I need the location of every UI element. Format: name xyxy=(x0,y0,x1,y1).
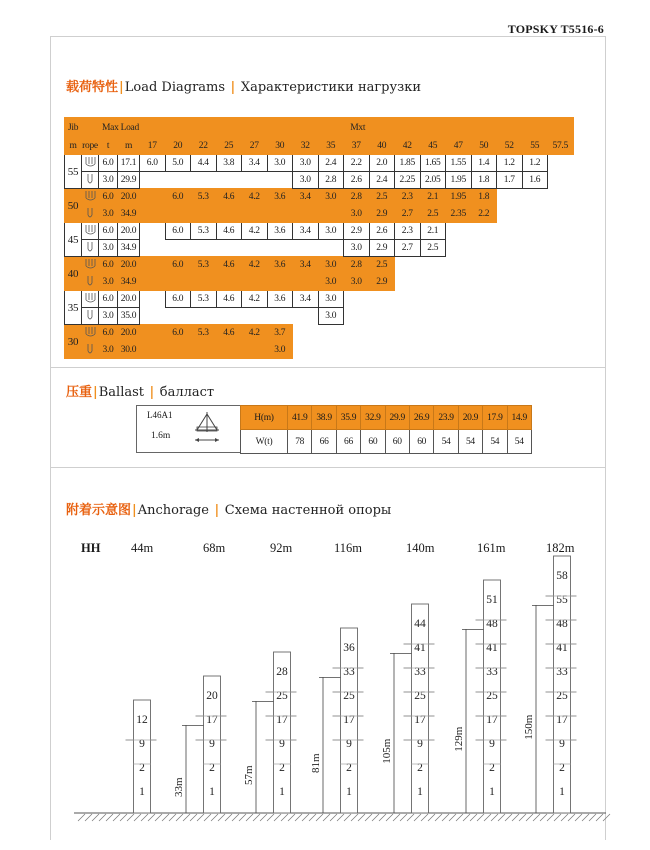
ballast-height-cell: 41.9 xyxy=(288,406,312,430)
radius-cell: 25 xyxy=(216,138,242,155)
load-value-cell: 2.5 xyxy=(420,240,446,257)
section-label: 17 xyxy=(206,714,218,726)
load-value-cell: 1.2 xyxy=(497,155,523,172)
radius-cell: 30 xyxy=(267,138,293,155)
ballast-height-cell: 14.9 xyxy=(507,406,531,430)
section-label: 48 xyxy=(486,618,498,630)
load-value-cell: 2.6 xyxy=(369,223,395,240)
ballast-weight-cell: 78 xyxy=(288,430,312,454)
load-value-cell: 3.0 xyxy=(267,342,293,359)
ballast-weight-cell: 54 xyxy=(483,430,507,454)
section-label: 12 xyxy=(136,714,148,726)
load-value-cell: 3.0 xyxy=(318,257,344,274)
anchor-height-label: 33m xyxy=(173,777,185,797)
section-label: 1 xyxy=(209,786,215,798)
section-label: 33 xyxy=(343,666,355,678)
load-value-cell: 1.95 xyxy=(446,189,472,206)
ballast-height-cell: 29.9 xyxy=(385,406,409,430)
section-label: 2 xyxy=(279,762,285,774)
radius-cell: 37 xyxy=(344,138,370,155)
load-value-cell: 4.2 xyxy=(242,325,268,342)
load-value-cell: 2.5 xyxy=(420,206,446,223)
load-value-cell: 1.95 xyxy=(446,172,472,189)
section-label: 25 xyxy=(276,690,288,702)
load-value-cell: 4.4 xyxy=(191,155,217,172)
ballast-weight-cell: 66 xyxy=(336,430,360,454)
max-load-t: 3.0 xyxy=(99,342,118,359)
load-value-cell: 3.0 xyxy=(318,291,344,308)
max-load-t: 6.0 xyxy=(99,291,118,308)
ballast-weight-cell: 60 xyxy=(361,430,385,454)
load-value-cell: 6.0 xyxy=(165,257,191,274)
load-value-cell: 2.1 xyxy=(420,189,446,206)
load-value-cell: 6.0 xyxy=(165,291,191,308)
load-value-cell: 2.9 xyxy=(344,223,370,240)
load-value-cell: 3.7 xyxy=(267,325,293,342)
load-value-cell: 3.0 xyxy=(318,274,344,291)
max-load-m: 34.9 xyxy=(118,240,140,257)
jib-length-cell: 50 xyxy=(65,189,82,223)
load-value-cell: 2.2 xyxy=(344,155,370,172)
section-label: 1 xyxy=(346,786,352,798)
ballast-weight-cell: 60 xyxy=(385,430,409,454)
section-label: 2 xyxy=(139,762,145,774)
max-load-m: 29.9 xyxy=(118,172,140,189)
load-value-cell: 2.05 xyxy=(420,172,446,189)
section-label: 48 xyxy=(556,618,568,630)
section-label: 36 xyxy=(343,642,355,654)
ballast-height-cell: 32.9 xyxy=(361,406,385,430)
rope-unit: rope xyxy=(82,138,99,155)
tower xyxy=(523,556,577,813)
load-value-cell: 1.55 xyxy=(446,155,472,172)
ballast-height-cell: 17.9 xyxy=(483,406,507,430)
max-load-m: 20.0 xyxy=(118,291,140,308)
load-value-cell: 1.85 xyxy=(395,155,421,172)
load-value-cell: 2.5 xyxy=(369,189,395,206)
max-load-m: 34.9 xyxy=(118,274,140,291)
section-label: 41 xyxy=(414,642,426,654)
section-label: 9 xyxy=(346,738,352,750)
ballast-height-cell: 38.9 xyxy=(312,406,336,430)
load-value-cell: 2.4 xyxy=(318,155,344,172)
section-label: 58 xyxy=(556,570,568,582)
load-value-cell: 3.0 xyxy=(318,223,344,240)
section-label: 2 xyxy=(559,762,565,774)
max-load-t: 6.0 xyxy=(99,155,118,172)
load-value-cell: 4.2 xyxy=(242,291,268,308)
section-label: 9 xyxy=(489,738,495,750)
load-value-cell: 5.3 xyxy=(191,189,217,206)
section-label: 9 xyxy=(279,738,285,750)
tower xyxy=(310,628,364,813)
jib-length-cell: 45 xyxy=(65,223,82,257)
ground-hatch xyxy=(78,814,610,821)
section-label: 17 xyxy=(486,714,498,726)
section-label: 33 xyxy=(486,666,498,678)
ballast-h-label: H(m) xyxy=(241,406,288,430)
jib-length-cell: 55 xyxy=(65,155,82,189)
section-label: 33 xyxy=(556,666,568,678)
load-value-cell: 3.0 xyxy=(293,172,319,189)
load-value-cell: 3.0 xyxy=(344,274,370,291)
section-label: 51 xyxy=(486,594,498,606)
max-load-m: 20.0 xyxy=(118,257,140,274)
hh-value: 140m xyxy=(406,541,435,555)
section-label: 28 xyxy=(276,666,288,678)
load-value-cell: 3.0 xyxy=(344,240,370,257)
load-value-cell: 6.0 xyxy=(165,223,191,240)
section-label: 17 xyxy=(556,714,568,726)
max-load-m: 35.0 xyxy=(118,308,140,325)
load-value-cell: 2.1 xyxy=(420,223,446,240)
load-value-cell: 2.3 xyxy=(395,189,421,206)
anchor-height-label: 81m xyxy=(310,753,322,773)
max-load-t: 3.0 xyxy=(99,172,118,189)
max-load-t: 6.0 xyxy=(99,189,118,206)
ballast-title: 压重|Ballast | балласт xyxy=(66,385,215,400)
tower xyxy=(381,604,435,813)
load-value-cell: 3.6 xyxy=(267,189,293,206)
m-unit-2: m xyxy=(118,138,140,155)
radius-cell: 22 xyxy=(191,138,217,155)
max-load-t: 3.0 xyxy=(99,308,118,325)
max-load-t: 3.0 xyxy=(99,240,118,257)
ballast-width-label: 1.6m xyxy=(151,431,171,441)
load-value-cell: 4.2 xyxy=(242,257,268,274)
radius-cell: 35 xyxy=(318,138,344,155)
load-value-cell: 4.6 xyxy=(216,257,242,274)
ballast-weight-cell: 54 xyxy=(507,430,531,454)
section-label: 1 xyxy=(559,786,565,798)
tower xyxy=(453,580,507,813)
load-value-cell: 2.9 xyxy=(369,274,395,291)
anchor-height-label: 150m xyxy=(523,714,535,740)
ballast-weight-cell: 54 xyxy=(434,430,458,454)
load-value-cell: 3.4 xyxy=(242,155,268,172)
load-value-cell: 1.65 xyxy=(420,155,446,172)
section-label: 33 xyxy=(414,666,426,678)
max-load-m: 20.0 xyxy=(118,325,140,342)
load-value-cell: 3.6 xyxy=(267,257,293,274)
load-value-cell: 3.4 xyxy=(293,257,319,274)
max-load-m: 17.1 xyxy=(118,155,140,172)
max-load-m: 30.0 xyxy=(118,342,140,359)
load-value-cell: 2.25 xyxy=(395,172,421,189)
radius-cell: 45 xyxy=(420,138,446,155)
ballast-height-cell: 35.9 xyxy=(336,406,360,430)
mxt-header: Mxt xyxy=(140,118,574,138)
load-value-cell: 2.8 xyxy=(344,257,370,274)
load-value-cell: 2.7 xyxy=(395,240,421,257)
m-unit: m xyxy=(65,138,82,155)
load-value-cell: 3.0 xyxy=(318,308,344,325)
load-value-cell: 2.2 xyxy=(471,206,497,223)
load-value-cell: 3.6 xyxy=(267,291,293,308)
radius-cell: 40 xyxy=(369,138,395,155)
section-label: 17 xyxy=(414,714,426,726)
load-value-cell: 1.8 xyxy=(471,172,497,189)
ballast-weight-cell: 54 xyxy=(458,430,482,454)
load-value-cell: 6.0 xyxy=(165,189,191,206)
load-value-cell: 3.8 xyxy=(216,155,242,172)
max-load-m: 20.0 xyxy=(118,189,140,206)
jib-length-cell: 30 xyxy=(65,325,82,359)
load-value-cell: 3.0 xyxy=(293,155,319,172)
load-value-cell: 2.9 xyxy=(369,206,395,223)
section-label: 9 xyxy=(559,738,565,750)
section-label: 9 xyxy=(209,738,215,750)
ballast-w-label: W(t) xyxy=(241,430,288,454)
anchor-height-label: 57m xyxy=(243,765,255,785)
tower xyxy=(126,700,157,813)
load-value-cell: 4.6 xyxy=(216,189,242,206)
anchor-height-label: 105m xyxy=(381,738,393,764)
radius-cell: 17 xyxy=(140,138,166,155)
section-label: 2 xyxy=(346,762,352,774)
section-label: 25 xyxy=(343,690,355,702)
section-label: 44 xyxy=(414,618,426,630)
load-value-cell: 2.0 xyxy=(369,155,395,172)
hh-label: HH xyxy=(81,541,101,555)
max-load-m: 34.9 xyxy=(118,206,140,223)
hh-value: 68m xyxy=(203,541,226,555)
ballast-weight-cell: 60 xyxy=(409,430,433,454)
load-value-cell: 5.3 xyxy=(191,223,217,240)
section-label: 1 xyxy=(489,786,495,798)
load-value-cell: 2.8 xyxy=(344,189,370,206)
radius-cell: 47 xyxy=(446,138,472,155)
hh-value: 161m xyxy=(477,541,506,555)
load-value-cell: 3.4 xyxy=(293,189,319,206)
section-label: 41 xyxy=(556,642,568,654)
load-value-cell: 3.4 xyxy=(293,223,319,240)
load-value-cell: 1.7 xyxy=(497,172,523,189)
section-label: 9 xyxy=(139,738,145,750)
max-load-t: 6.0 xyxy=(99,223,118,240)
load-value-cell: 6.0 xyxy=(165,325,191,342)
t-unit: t xyxy=(99,138,118,155)
load-value-cell: 4.6 xyxy=(216,291,242,308)
load-value-cell: 3.6 xyxy=(267,223,293,240)
anchor-height-label: 129m xyxy=(453,726,465,752)
ballast-height-cell: 20.9 xyxy=(458,406,482,430)
load-value-cell: 5.3 xyxy=(191,291,217,308)
section-label: 20 xyxy=(206,690,218,702)
jib-length-cell: 35 xyxy=(65,291,82,325)
section-label: 9 xyxy=(417,738,423,750)
jib-header: Jib xyxy=(65,118,99,138)
section-label: 1 xyxy=(417,786,423,798)
max-load-t: 6.0 xyxy=(99,257,118,274)
load-value-cell: 2.4 xyxy=(369,172,395,189)
load-value-cell: 2.6 xyxy=(344,172,370,189)
max-load-header: Max Load xyxy=(99,118,140,138)
load-value-cell: 1.8 xyxy=(471,189,497,206)
max-load-m: 20.0 xyxy=(118,223,140,240)
ballast-jib-label: L46A1 xyxy=(147,410,173,420)
load-diagrams-title: 载荷特性|Load Diagrams | Характеристики нагрузки xyxy=(66,80,422,95)
load-value-cell: 5.3 xyxy=(191,257,217,274)
section-label: 1 xyxy=(279,786,285,798)
ballast-height-cell: 23.9 xyxy=(434,406,458,430)
max-load-t: 3.0 xyxy=(99,274,118,291)
load-value-cell: 1.2 xyxy=(522,155,548,172)
load-value-cell: 4.2 xyxy=(242,223,268,240)
section-label: 25 xyxy=(556,690,568,702)
tower-mast xyxy=(412,604,429,813)
radius-cell: 27 xyxy=(242,138,268,155)
load-value-cell: 2.35 xyxy=(446,206,472,223)
section-label: 17 xyxy=(343,714,355,726)
load-value-cell: 2.3 xyxy=(395,223,421,240)
load-value-cell: 5.0 xyxy=(165,155,191,172)
hh-value: 92m xyxy=(270,541,293,555)
section-label: 2 xyxy=(209,762,215,774)
load-value-cell: 3.4 xyxy=(293,291,319,308)
load-value-cell: 2.8 xyxy=(318,172,344,189)
load-value-cell: 2.7 xyxy=(395,206,421,223)
radius-cell: 55 xyxy=(522,138,548,155)
section-label: 25 xyxy=(414,690,426,702)
load-value-cell: 6.0 xyxy=(140,155,166,172)
load-value-cell: 1.4 xyxy=(471,155,497,172)
section-label: 25 xyxy=(486,690,498,702)
hh-value: 182m xyxy=(546,541,575,555)
section-label: 17 xyxy=(276,714,288,726)
max-load-t: 6.0 xyxy=(99,325,118,342)
section-label: 55 xyxy=(556,594,568,606)
load-value-cell: 1.6 xyxy=(522,172,548,189)
load-value-cell: 4.2 xyxy=(242,189,268,206)
section-label: 2 xyxy=(489,762,495,774)
load-value-cell: 2.9 xyxy=(369,240,395,257)
radius-cell: 32 xyxy=(293,138,319,155)
ballast-height-cell: 26.9 xyxy=(409,406,433,430)
section-label: 1 xyxy=(139,786,145,798)
section-label: 2 xyxy=(417,762,423,774)
tower xyxy=(243,652,297,813)
load-value-cell: 5.3 xyxy=(191,325,217,342)
ballast-weight-cell: 66 xyxy=(312,430,336,454)
hh-value: 116m xyxy=(334,541,363,555)
load-value-cell: 4.6 xyxy=(216,223,242,240)
jib-length-cell: 40 xyxy=(65,257,82,291)
radius-cell: 57.5 xyxy=(548,138,574,155)
radius-cell: 42 xyxy=(395,138,421,155)
radius-cell: 52 xyxy=(497,138,523,155)
load-value-cell: 3.0 xyxy=(267,155,293,172)
anchorage-title: 附着示意图|Anchorage | Схема настенной опоры xyxy=(66,503,392,518)
hh-value: 44m xyxy=(131,541,154,555)
load-value-cell: 4.6 xyxy=(216,325,242,342)
section-label: 41 xyxy=(486,642,498,654)
load-value-cell: 3.0 xyxy=(318,189,344,206)
radius-cell: 50 xyxy=(471,138,497,155)
radius-cell: 20 xyxy=(165,138,191,155)
page-title: TOPSKY T5516-6 xyxy=(507,22,604,36)
load-value-cell: 3.0 xyxy=(344,206,370,223)
max-load-t: 3.0 xyxy=(99,206,118,223)
load-value-cell: 2.5 xyxy=(369,257,395,274)
tower xyxy=(173,676,227,813)
